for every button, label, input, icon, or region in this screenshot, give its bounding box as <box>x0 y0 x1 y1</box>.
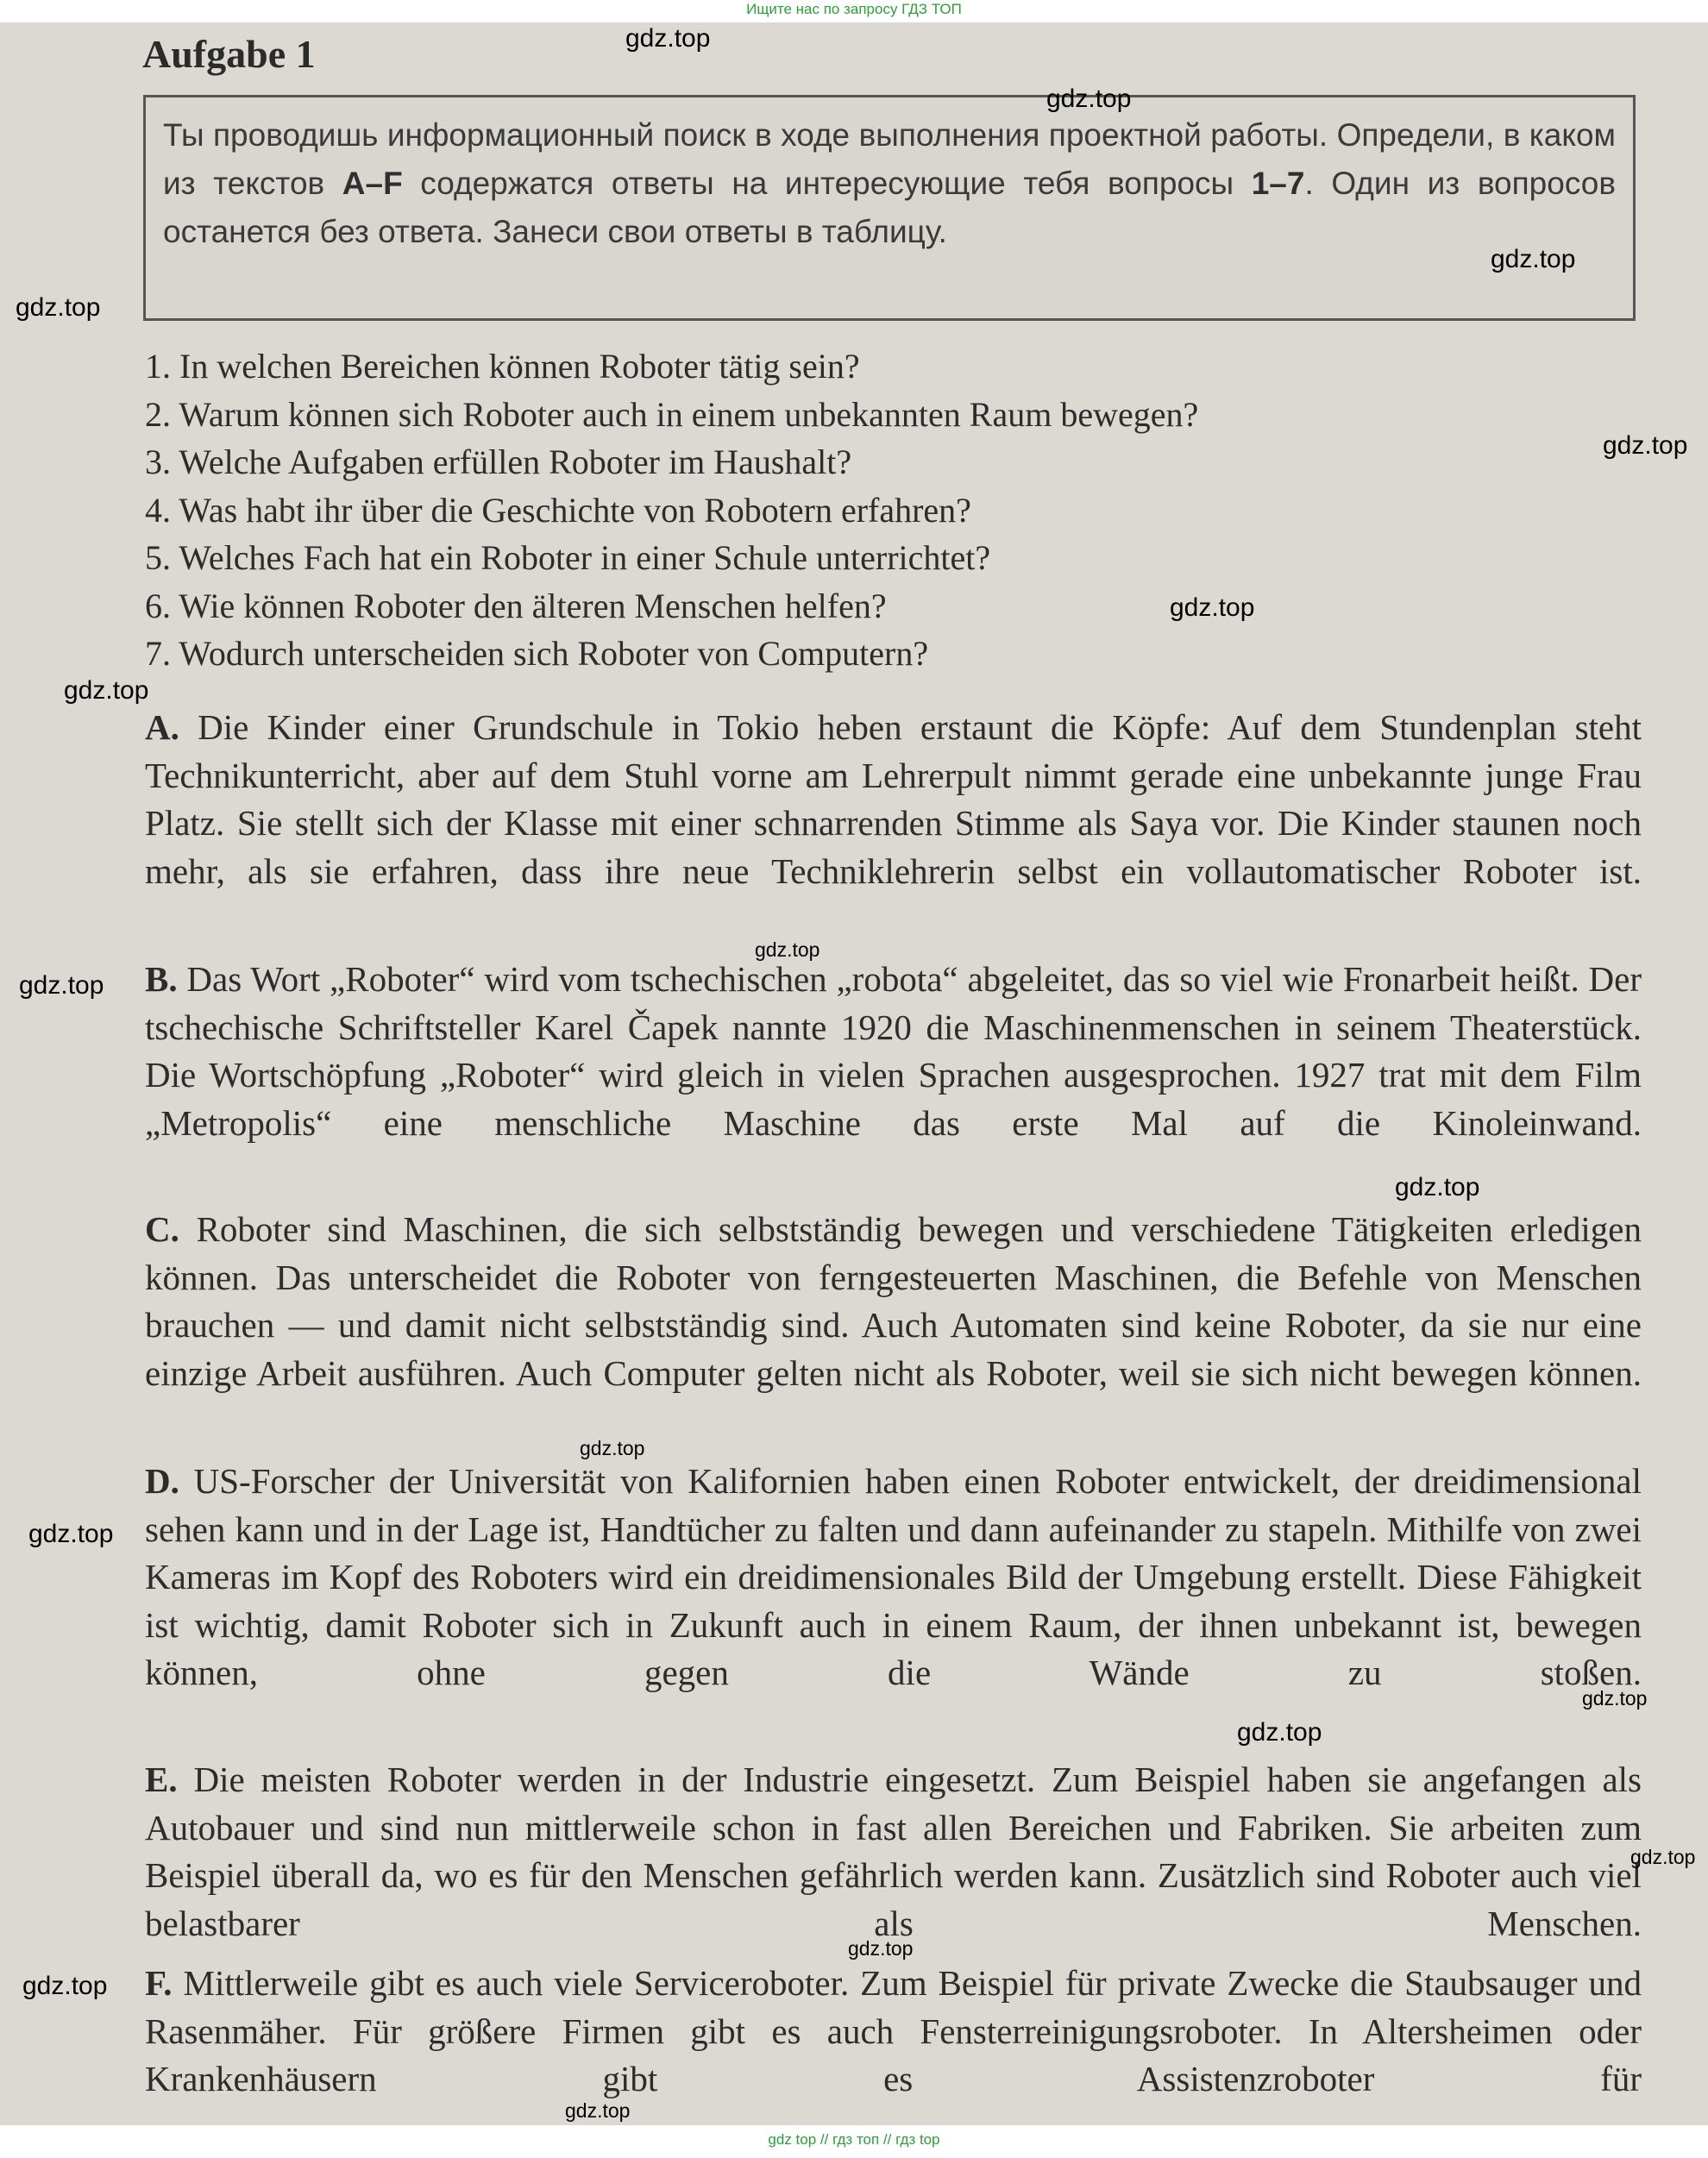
text-d <box>145 1458 1642 1697</box>
watermark: gdz.top <box>848 1937 914 1960</box>
task-text-part-1: Ты проводишь информационный поиск в ходе выполнения проектной работы. Определи, в каком из текстов <box>163 117 1616 201</box>
question-item: 6. Wie können Roboter den älteren Menschen helfen? <box>145 586 887 625</box>
watermark: gdz.top <box>1491 245 1576 273</box>
watermark: gdz.top <box>22 1972 108 2000</box>
text-body: Die Kinder einer Grundschule in Tokio heben erstaunt die Köpfe: Auf dem Stundenplan steht Technikunterricht, aber auf dem Stuhl vorne am Lehrerpult nimmt gerade eine unbekannte junge Frau Platz. Sie stellt sich der Klasse mit einer schnarrenden Stimme als Saya vor. Die Kinder staunen noch mehr, als sie erfahren, dass ihre neue Techniklehrerin selbst ein vollautomatischer Roboter ist. <box>145 707 1642 891</box>
watermark: gdz.top <box>565 2099 631 2122</box>
text-label: E. <box>145 1760 178 1799</box>
watermark: gdz.top <box>28 1520 114 1548</box>
footer-banner: gdz top // гдз топ // гдз top <box>768 2131 940 2148</box>
watermark: gdz.top <box>1046 85 1132 113</box>
task-text-part-3: . Один из вопросов останется без ответа. Занеси свои ответы в таблицу. <box>163 166 1616 249</box>
text-e <box>145 1756 1642 1948</box>
text-label: F. <box>145 1963 173 2003</box>
task-instruction-box <box>143 95 1636 321</box>
task-text-letters: A–F <box>342 166 403 201</box>
watermark: gdz.top <box>1582 1687 1648 1709</box>
question-item: 2. Warum können sich Roboter auch in einem unbekannten Raum bewegen? <box>145 394 1199 434</box>
watermark: gdz.top <box>64 676 149 705</box>
search-hint-banner: Ищите нас по запросу ГДЗ ТОП <box>746 1 962 17</box>
text-label: C. <box>145 1209 179 1249</box>
text-body: Das Wort „Roboter“ wird vom tschechischen „robota“ abgeleitet, das so viel wie Fronarbeit heißt. Der tschechische Schriftsteller Karel Čapek nannte 1920 die Maschinenmenschen in seinem Theaterstück. Die Wortschöpfung „Roboter“ wird gleich in vielen Sprachen ausgesprochen. 1927 trat mit dem Film „Metropolis“ eine menschliche Maschine das erste Mal auf die Kinoleinwand. <box>145 959 1642 1143</box>
text-body: US-Forscher der Universität von Kalifornien haben einen Roboter entwickelt, der dreidimensional sehen kann und in der Lage ist, Handtücher zu falten und dann aufeinander zu stapeln. Mithilfe von zwei Kameras im Kopf des Roboters wird ein dreidimensionales Bild der Umgebung erstellt. Diese Fähigkeit ist wichtig, damit Roboter sich in Zukunft auch in einem Raum, der ihnen unbekannt ist, bewegen können, ohne gegen die Wände zu stoßen. <box>145 1461 1642 1692</box>
task-instruction-text <box>163 111 1616 256</box>
text-c <box>145 1206 1642 1397</box>
watermark: gdz.top <box>1603 431 1688 460</box>
watermark: gdz.top <box>755 938 820 961</box>
watermark: gdz.top <box>1395 1173 1480 1201</box>
watermark: gdz.top <box>1630 1846 1696 1868</box>
text-body: Mittlerweile gibt es auch viele Serviceroboter. Zum Beispiel für private Zwecke die Staubsauger und Rasenmäher. Für größere Firmen gibt es auch Fensterreinigungsroboter. In Altersheimen oder Krankenhäusern gibt es Assistenzroboter für <box>145 1963 1642 2098</box>
text-label: D. <box>145 1461 179 1501</box>
watermark: gdz.top <box>580 1437 645 1459</box>
text-b <box>145 956 1642 1147</box>
question-item: 5. Welches Fach hat ein Roboter in einer Schule unterrichtet? <box>145 538 991 577</box>
question-item: 1. In welchen Bereichen können Roboter tätig sein? <box>145 347 860 386</box>
text-f <box>145 1960 1642 2104</box>
watermark: gdz.top <box>625 24 711 53</box>
task-text-part-2: содержатся ответы на интересующие тебя вопросы <box>402 166 1252 201</box>
text-a <box>145 704 1642 895</box>
text-label: A. <box>145 707 179 747</box>
question-item: 7. Wodurch unterscheiden sich Roboter von Computern? <box>145 634 929 673</box>
watermark: gdz.top <box>1237 1718 1322 1747</box>
task-text-numbers: 1–7 <box>1251 166 1305 201</box>
text-body: Roboter sind Maschinen, die sich selbstständig bewegen und verschiedene Tätigkeiten erledigen können. Das unterscheidet die Roboter von ferngesteuerten Maschinen, die Befehle von Menschen brauchen — und damit nicht selbstständig sind. Auch Automaten sind keine Roboter, da sie nur eine einzige Arbeit ausführen. Auch Computer gelten nicht als Roboter, weil sie sich nicht bewegen können. <box>145 1209 1642 1393</box>
question-item: 4. Was habt ihr über die Geschichte von Robotern erfahren? <box>145 490 971 530</box>
question-list <box>145 342 1611 678</box>
text-body: Die meisten Roboter werden in der Industrie eingesetzt. Zum Beispiel haben sie angefangen als Autobauer und sind nun mittlerweile schon in fast allen Bereichen und Fabriken. Sie arbeiten zum Beispiel überall da, wo es für den Menschen gefährlich werden kann. Zusätzlich sind Roboter auch viel belastbarer als Menschen. <box>145 1760 1642 1943</box>
exercise-heading: Aufgabe 1 <box>142 32 316 76</box>
text-label: B. <box>145 959 178 999</box>
watermark: gdz.top <box>1170 593 1255 622</box>
watermark: gdz.top <box>19 971 104 1000</box>
question-item: 3. Welche Aufgaben erfüllen Roboter im Haushalt? <box>145 442 852 481</box>
watermark: gdz.top <box>16 293 101 322</box>
